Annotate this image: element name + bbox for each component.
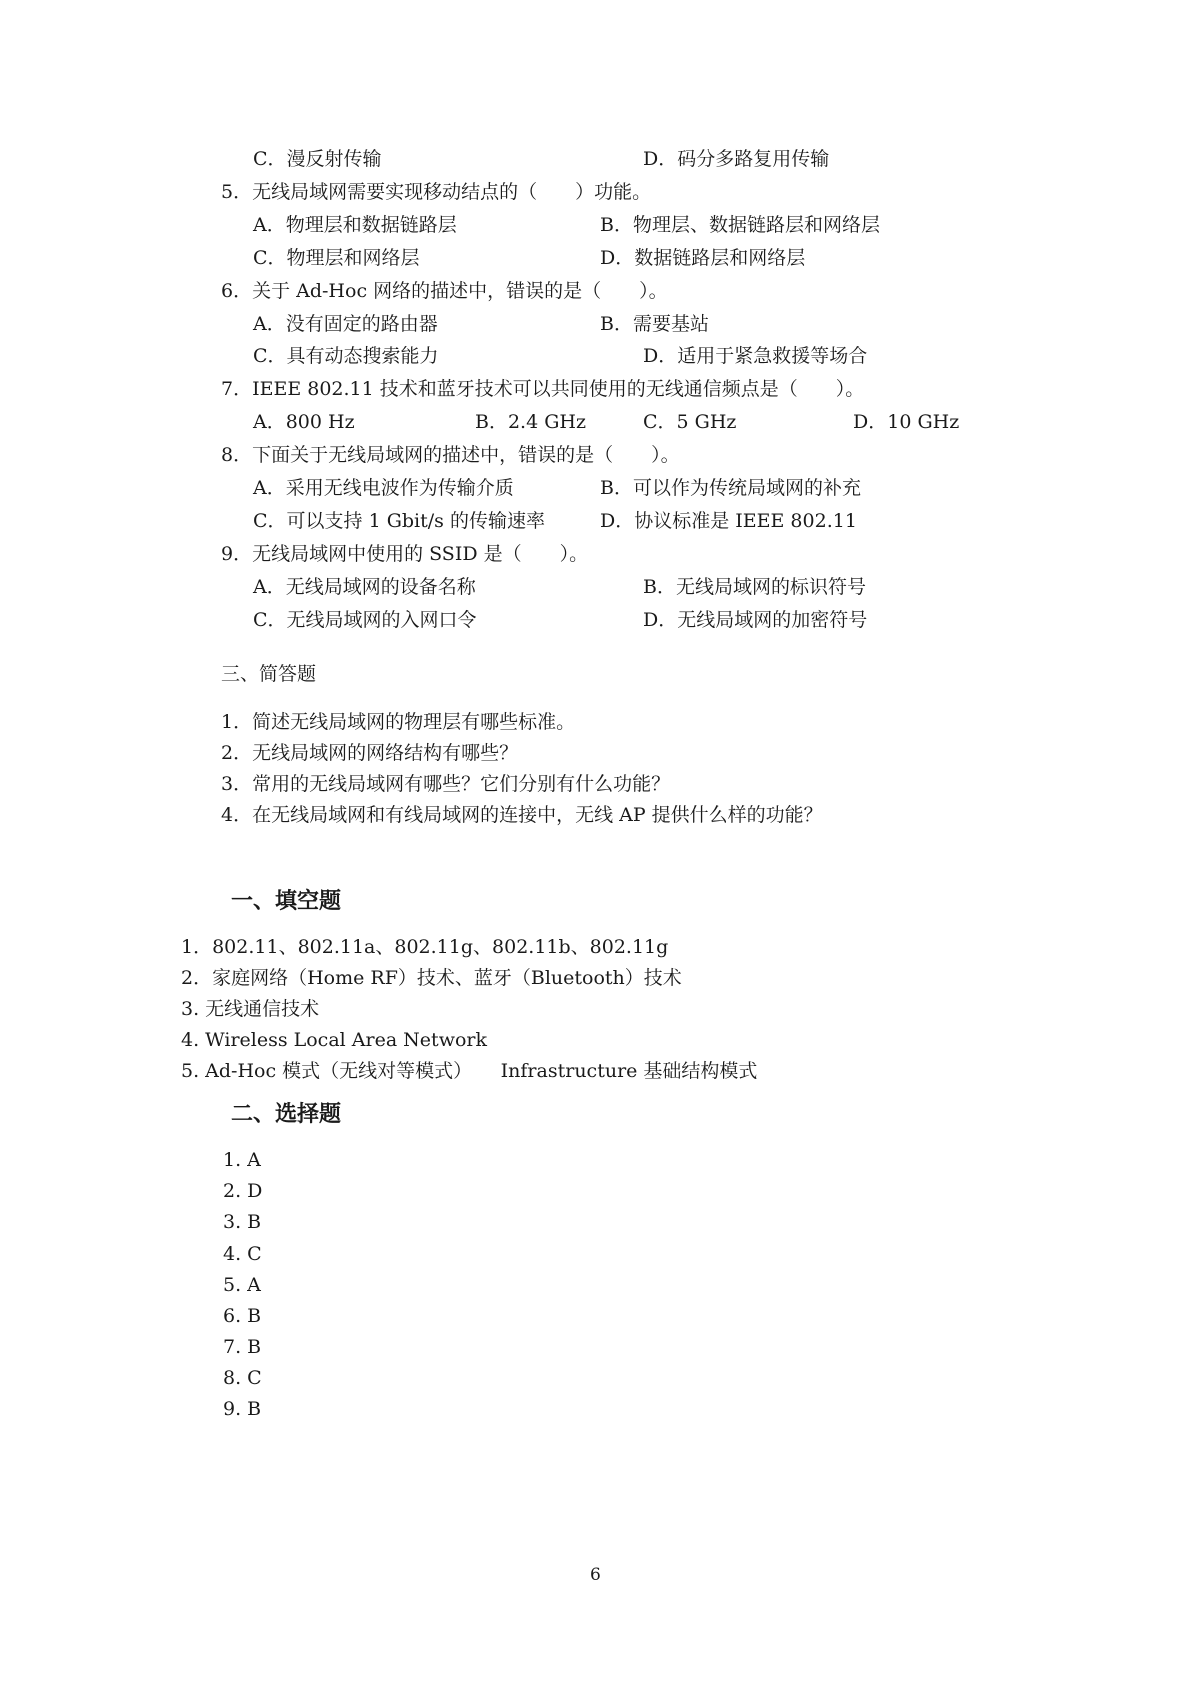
- short-answer-item: 1．简述无线局域网的物理层有哪些标准。: [221, 711, 576, 733]
- q7-stem: 7．IEEE 802.11 技术和蓝牙技术可以共同使用的无线通信频点是（ ）。: [221, 378, 865, 400]
- q6-option-d: D．适用于紧急救援等场合: [643, 345, 868, 367]
- short-answer-item: 4．在无线局域网和有线局域网的连接中，无线 AP 提供什么样的功能？: [221, 804, 823, 826]
- answer-choice-item: 8. C: [223, 1367, 262, 1389]
- short-answer-item: 3．常用的无线局域网有哪些？它们分别有什么功能？: [221, 773, 671, 795]
- q7-option-c: C．5 GHz: [643, 411, 737, 433]
- answer-choice-item: 7. B: [223, 1336, 262, 1358]
- answer-choice-item: 9. B: [223, 1398, 262, 1420]
- q7-option-a: A．800 Hz: [253, 411, 355, 433]
- answer-choice-item: 3. B: [223, 1211, 262, 1233]
- q8-option-a: A．采用无线电波作为传输介质: [253, 477, 514, 499]
- short-answer-item: 2．无线局域网的网络结构有哪些？: [221, 742, 519, 764]
- q5-option-b: B．物理层、数据链路层和网络层: [600, 214, 880, 236]
- q9-stem: 9．无线局域网中使用的 SSID 是（ ）。: [221, 543, 589, 565]
- answer-choice-item: 5. A: [223, 1274, 261, 1296]
- answer-choice-item: 2. D: [223, 1180, 263, 1202]
- q6-option-b: B．需要基站: [600, 313, 709, 335]
- q5-option-d: D．数据链路层和网络层: [600, 247, 806, 269]
- q9-option-a: A．无线局域网的设备名称: [253, 576, 476, 598]
- answer-fill-item: 2．家庭网络（Home RF）技术、蓝牙（Bluetooth）技术: [181, 967, 682, 989]
- q4-option-c: C．漫反射传输: [253, 148, 382, 170]
- q7-option-b: B．2.4 GHz: [475, 411, 586, 433]
- q8-option-b: B．可以作为传统局域网的补充: [600, 477, 861, 499]
- q6-stem: 6．关于 Ad-Hoc 网络的描述中，错误的是（ ）。: [221, 280, 668, 302]
- answer-fill-item: 5. Ad-Hoc 模式（无线对等模式） Infrastructure 基础结构模式: [181, 1060, 758, 1082]
- answer-fill-item: 1．802.11、802.11a、802.11g、802.11b、802.11g: [181, 936, 669, 958]
- q8-option-c: C．可以支持 1 Gbit/s 的传输速率: [253, 510, 545, 532]
- answer-fill-item: 3. 无线通信技术: [181, 998, 320, 1020]
- q9-option-d: D．无线局域网的加密符号: [643, 609, 868, 631]
- q5-option-c: C．物理层和网络层: [253, 247, 420, 269]
- q9-option-c: C．无线局域网的入网口令: [253, 609, 477, 631]
- answers-fill-heading: 一、填空题: [231, 889, 342, 914]
- page-number: 6: [590, 1565, 601, 1585]
- q8-option-d: D．协议标准是 IEEE 802.11: [600, 510, 857, 532]
- q8-stem: 8．下面关于无线局域网的描述中，错误的是（ ）。: [221, 444, 680, 466]
- answer-choice-item: 1. A: [223, 1149, 261, 1171]
- q4-option-d: D．码分多路复用传输: [643, 148, 830, 170]
- q5-option-a: A．物理层和数据链路层: [253, 214, 457, 236]
- answer-choice-item: 6. B: [223, 1305, 262, 1327]
- answers-choice-heading: 二、选择题: [231, 1102, 342, 1127]
- q6-option-a: A．没有固定的路由器: [253, 313, 438, 335]
- q9-option-b: B．无线局域网的标识符号: [643, 576, 866, 598]
- answer-fill-item: 4. Wireless Local Area Network: [181, 1029, 487, 1051]
- short-answer-heading: 三、简答题: [221, 663, 317, 685]
- q6-option-c: C．具有动态搜索能力: [253, 345, 439, 367]
- q5-stem: 5．无线局域网需要实现移动结点的（ ）功能。: [221, 181, 652, 203]
- q7-option-d: D．10 GHz: [853, 411, 960, 433]
- answer-choice-item: 4. C: [223, 1243, 262, 1265]
